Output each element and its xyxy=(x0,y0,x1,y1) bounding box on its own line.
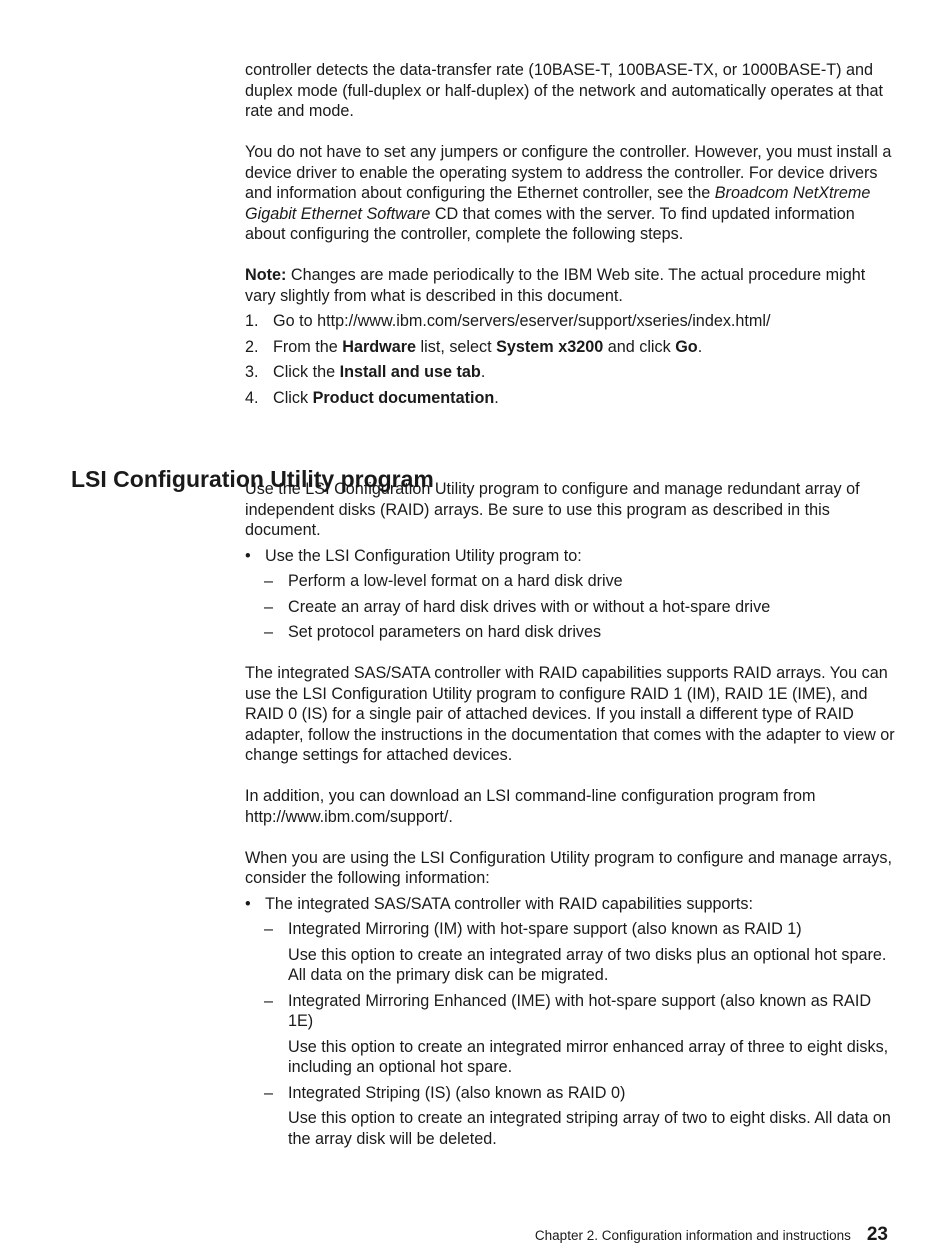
dash-icon: – xyxy=(264,597,274,616)
raid-option-title-text: Integrated Striping (IS) (also known as RAID 0) xyxy=(288,1083,626,1102)
step-number: 1. xyxy=(245,312,259,330)
step-1-text[interactable]: Go to http://www.ibm.com/servers/eserver/support/xseries/index.html/ xyxy=(273,312,771,330)
raid-option-body: Use this option to create an integrated mirror enhanced array of three to eight disks, including an optional hot spare. xyxy=(288,1037,889,1076)
dash-icon: – xyxy=(264,991,274,1010)
step-3-text-a: Click the xyxy=(273,363,340,381)
sub-item-text: Set protocol parameters on hard disk drives xyxy=(288,623,602,641)
footer-chapter: Chapter 2. Configuration information and instructions xyxy=(534,1228,851,1243)
sub-item-text: Create an array of hard disk drives with or without a hot-spare drive xyxy=(288,597,771,616)
sub-item xyxy=(245,571,895,592)
page-number: 23 xyxy=(866,1224,888,1245)
step-2-text-a: From the xyxy=(273,337,343,356)
step-2-text-e: . xyxy=(697,337,703,356)
dash-icon: – xyxy=(264,572,274,590)
section-paragraph-3: In addition, you can download an LSI command-line configuration program from http://www.ibm.com/support/. xyxy=(245,787,816,826)
bullet-1-text: Use the LSI Configuration Utility program to: xyxy=(265,546,582,565)
note-label: Note: xyxy=(245,266,287,284)
section-column xyxy=(245,479,895,1149)
note-paragraph xyxy=(245,265,895,306)
step-4-text-c: . xyxy=(494,388,499,407)
step-2-go: Go xyxy=(675,337,698,356)
step-4-product-doc: Product documentation xyxy=(312,388,495,407)
step-2-text-c: list, select xyxy=(416,337,497,356)
step-3-install-tab: Install and use tab xyxy=(339,363,481,381)
step-2-text-d: and click xyxy=(603,337,676,356)
dash-icon: – xyxy=(264,1083,274,1102)
page-footer xyxy=(535,1224,888,1247)
raid-option-title-text: Integrated Mirroring Enhanced (IME) with hot-spare support (also known as RAID 1E) xyxy=(288,991,872,1030)
bullet-icon: • xyxy=(245,546,251,565)
section-paragraph-4: When you are using the LSI Configuration Utility program to configure and manage arrays, consider the following information: xyxy=(245,848,892,887)
raid-option-body: Use this option to create an integrated striping array of two to eight disks. All data on the array disk will be deleted. xyxy=(288,1109,891,1148)
step-1 xyxy=(245,311,895,332)
intro-paragraph-2 xyxy=(245,142,895,245)
step-2-system: System x3200 xyxy=(496,337,604,356)
raid-option-title xyxy=(245,1083,895,1104)
raid-option-title xyxy=(245,919,895,940)
step-2 xyxy=(245,337,895,358)
raid-option-body: Use this option to create an integrated array of two disks plus an optional hot spare. All data on the primary disk can be migrated. xyxy=(288,945,887,984)
intro-p2-text-b: CD that comes with the server. To find updated information about configuring the controller, complete the following steps. xyxy=(245,204,855,243)
sub-item xyxy=(245,622,895,643)
sub-item-text: Perform a low-level format on a hard disk drive xyxy=(288,572,623,590)
bullet-item-1 xyxy=(245,546,895,567)
sub-item xyxy=(245,597,895,618)
bullet-item-2 xyxy=(245,894,895,915)
step-4 xyxy=(245,388,895,409)
intro-column xyxy=(245,60,895,408)
step-number: 2. xyxy=(245,337,259,356)
section-paragraph-2: The integrated SAS/SATA controller with RAID capabilities supports RAID arrays. You can use the LSI Configuration Utility program to configure RAID 1 (IM), RAID 1E (IME), and RAID 0 (IS) for a single pair of attached devices. If you install a different type of RAID adapter, follow the instructions in the documentation that comes with the adapter to view or change settings for attached devices. xyxy=(245,664,895,764)
step-4-text-a: Click xyxy=(273,388,313,407)
raid-option-title-text: Integrated Mirroring (IM) with hot-spare support (also known as RAID 1) xyxy=(288,920,802,938)
dash-icon: – xyxy=(264,920,274,938)
section-heading: LSI Configuration Utility program xyxy=(71,466,434,493)
dash-icon: – xyxy=(264,623,274,641)
intro-paragraph-1: controller detects the data-transfer rate (10BASE-T, 100BASE-TX, or 1000BASE-T) and duplex mode (full-duplex or half-duplex) of the network and automatically operates at that rate and mode. xyxy=(245,61,883,120)
raid-option-title xyxy=(245,991,895,1032)
step-3-text-c: . xyxy=(480,363,486,381)
intro-p2-text-a: You do not have to set any jumpers or configure the controller. However, you must install a device driver to enable the operating system to address the controller. For device drivers and information about configuring the Ethernet controller, see the xyxy=(245,143,892,202)
step-number: 3. xyxy=(245,363,259,381)
section-paragraph-1: Use the LSI Configuration Utility program to configure and manage redundant array of independent disks (RAID) arrays. Be sure to use this program as described in this document. xyxy=(245,480,860,539)
bullet-icon: • xyxy=(245,894,251,913)
broadcom-cd-title: Broadcom NetXtreme Gigabit Ethernet Software xyxy=(245,184,871,223)
bullet-2-text: The integrated SAS/SATA controller with RAID capabilities supports: xyxy=(265,894,753,913)
note-text: Changes are made periodically to the IBM Web site. The actual procedure might vary slightly from what is described in this document. xyxy=(245,266,866,305)
step-number: 4. xyxy=(245,388,259,407)
step-3 xyxy=(245,362,895,383)
step-2-hardware: Hardware xyxy=(342,337,417,356)
